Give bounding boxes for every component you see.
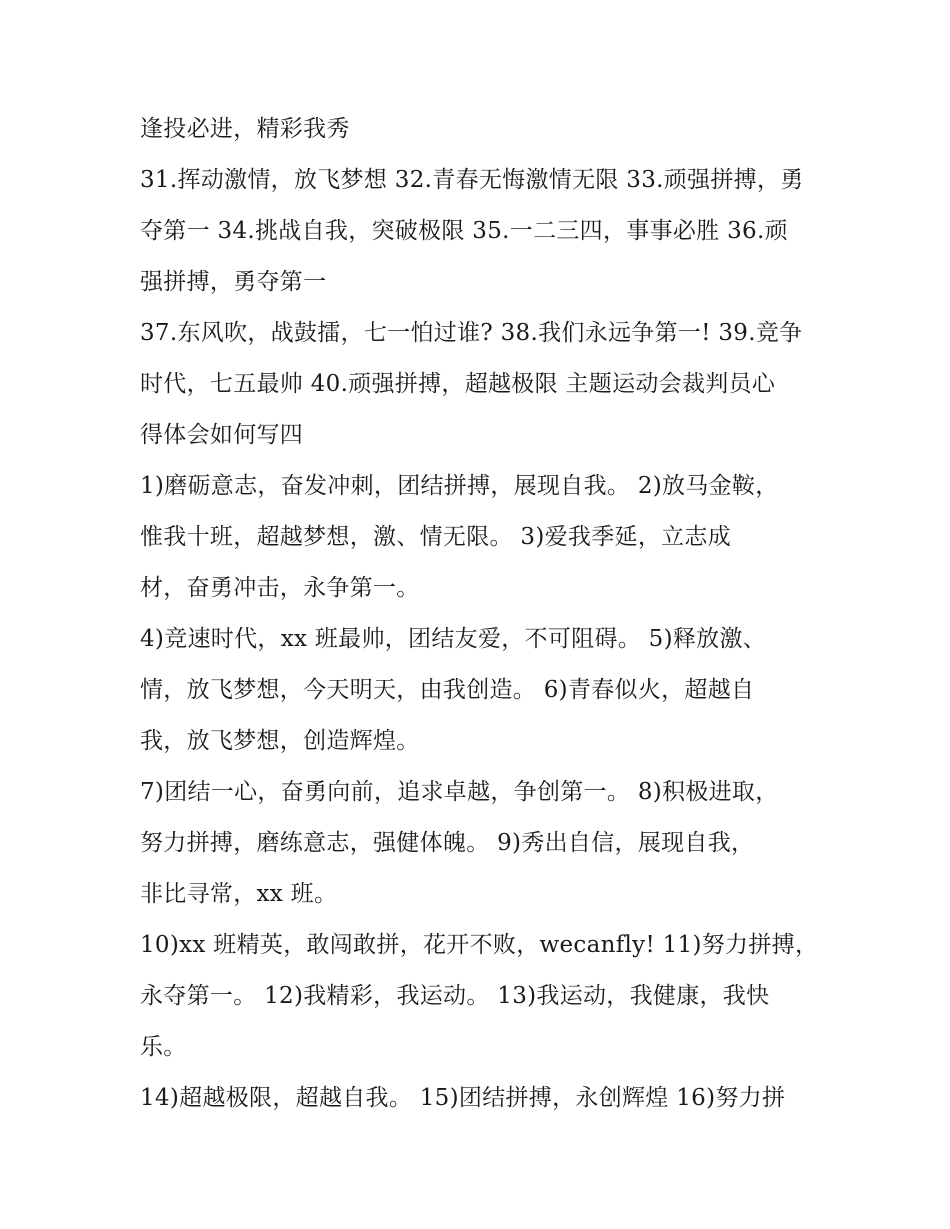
text-line: 10)xx 班精英，敢闯敢拼，花开不败，wecanfly! 11)努力拼搏， [140, 932, 819, 958]
text-line: 7)团结一心，奋勇向前，追求卓越，争创第一。 8)积极进取， [140, 779, 779, 805]
text-line: 14)超越极限，超越自我。 15)团结拼搏，永创辉煌 16)努力拼 [140, 1085, 786, 1111]
text-line: 逢投必进，精彩我秀 [140, 116, 350, 142]
text-line: 非比寻常，xx 班。 [140, 881, 338, 907]
text-line: 乐。 [140, 1034, 187, 1060]
text-line: 我，放飞梦想，创造辉煌。 [140, 728, 420, 754]
text-line: 永夺第一。 12)我精彩，我运动。 13)我运动，我健康，我快 [140, 983, 770, 1009]
text-line: 得体会如何写四 [140, 422, 304, 448]
text-line: 1)磨砺意志，奋发冲刺，团结拼搏，展现自我。 2)放马金鞍， [140, 473, 779, 499]
text-line: 31.挥动激情，放飞梦想 32.青春无悔激情无限 33.顽强拼搏，勇 [140, 167, 804, 193]
text-line: 时代，七五最帅 40.顽强拼搏，超越极限 主题运动会裁判员心 [140, 371, 776, 397]
text-line: 材，奋勇冲击，永争第一。 [140, 575, 420, 601]
text-line: 夺第一 34.挑战自我，突破极限 35.一二三四，事事必胜 36.顽 [140, 218, 788, 244]
text-line: 情，放飞梦想，今天明天，由我创造。 6)青春似火，超越自 [140, 677, 755, 703]
text-line: 4)竞速时代，xx 班最帅，团结友爱，不可阻碍。 5)释放激、 [140, 626, 767, 652]
document-body [140, 104, 820, 1124]
text-line: 惟我十班，超越梦想，激、情无限。 3)爱我季延，立志成 [140, 524, 732, 550]
text-line: 努力拼搏，磨练意志，强健体魄。 9)秀出自信，展现自我， [140, 830, 755, 856]
text-line: 37.东风吹，战鼓擂，七一怕过谁? 38.我们永远争第一! 39.竞争 [140, 320, 803, 346]
text-line: 强拼搏，勇夺第一 [140, 269, 327, 295]
